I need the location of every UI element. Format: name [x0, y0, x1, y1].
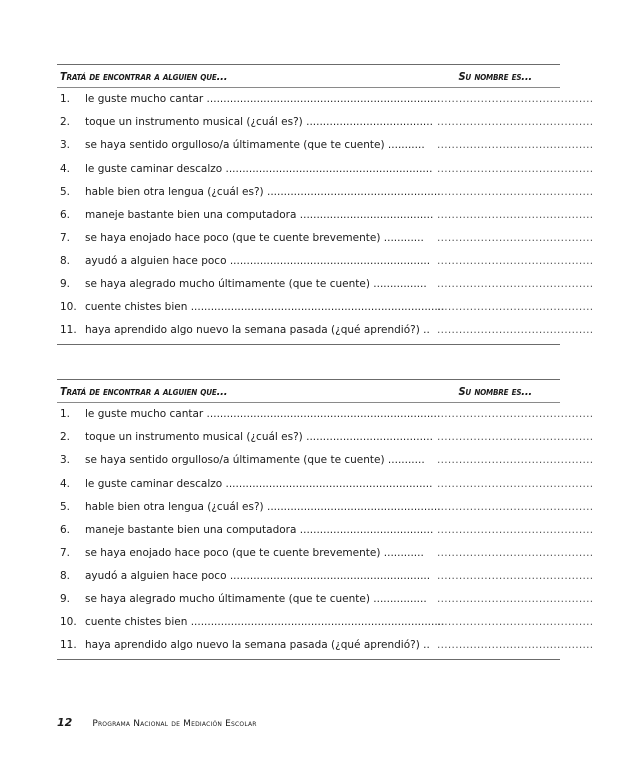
name-blank: ...........................................: [437, 301, 594, 314]
table-rows: [57, 88, 594, 342]
item-number: 6.: [60, 523, 71, 536]
table-row: [57, 180, 594, 203]
item-number: 1.: [60, 93, 71, 106]
item-prompt: se haya sentido orgulloso/a últimamente (que te cuente) ...........: [85, 454, 425, 467]
table-row: [57, 273, 594, 296]
item-prompt: haya aprendido algo nuevo la semana pasada (¿qué aprendió?) ..: [85, 639, 430, 652]
table-row: [57, 565, 594, 588]
table-bottom-rule: [57, 659, 560, 660]
table-row: [57, 403, 594, 426]
table-row: [57, 449, 594, 472]
table-row: [57, 319, 594, 342]
activity-table-2: [57, 379, 594, 660]
item-prompt: se haya alegrado mucho últimamente (que te cuente) ................: [85, 278, 427, 291]
table-row: [57, 134, 594, 157]
item-prompt: maneje bastante bien una computadora ........................................: [85, 208, 434, 221]
item-number: 5.: [60, 185, 71, 198]
item-number: 10.: [60, 301, 77, 314]
item-number: 2.: [60, 431, 71, 444]
table-bottom-rule: [57, 344, 560, 345]
item-prompt: hable bien otra lengua (¿cuál es?) ....................................................: [85, 500, 441, 513]
name-blank: ...........................................: [437, 185, 594, 198]
name-blank: ...........................................: [437, 454, 594, 467]
table-row: [57, 634, 594, 657]
item-number: 11.: [60, 639, 77, 652]
table-row: [57, 88, 594, 111]
item-prompt: le guste mucho cantar ......................................................................: [85, 408, 441, 421]
item-prompt: se haya enojado hace poco (que te cuente brevemente) ............: [85, 546, 424, 559]
name-blank: ...........................................: [437, 93, 594, 106]
page-footer: [57, 716, 257, 729]
item-number: 7.: [60, 231, 71, 244]
item-number: 5.: [60, 500, 71, 513]
name-blank: ...........................................: [437, 278, 594, 291]
table-header: [57, 380, 560, 402]
table-row: [57, 227, 594, 250]
item-number: 6.: [60, 208, 71, 221]
name-blank: ...........................................: [437, 523, 594, 536]
item-prompt: cuente chistes bien ............................................................................: [85, 616, 445, 629]
activity-table-1: [57, 64, 594, 345]
page-number: 12: [57, 716, 73, 729]
item-number: 4.: [60, 477, 71, 490]
table-row: [57, 296, 594, 319]
item-prompt: se haya alegrado mucho últimamente (que te cuente) ................: [85, 593, 427, 606]
table-row: [57, 588, 594, 611]
publication-title: Programa Nacional de Mediación Escolar: [92, 719, 257, 729]
header-prompt: Tratá de encontrar a alguien que...: [60, 384, 228, 398]
name-blank: ...........................................: [437, 231, 594, 244]
name-blank: ...........................................: [437, 639, 594, 652]
item-number: 11.: [60, 324, 77, 337]
item-number: 9.: [60, 593, 71, 606]
name-blank: ...........................................: [437, 116, 594, 129]
item-prompt: ayudó a alguien hace poco ............................................................: [85, 254, 431, 267]
item-prompt: se haya enojado hace poco (que te cuente brevemente) ............: [85, 231, 424, 244]
header-name-column: Su nombre es...: [458, 384, 532, 398]
item-number: 3.: [60, 454, 71, 467]
name-blank: ...........................................: [437, 139, 594, 152]
name-blank: ...........................................: [437, 500, 594, 513]
name-blank: ...........................................: [437, 546, 594, 559]
item-number: 8.: [60, 569, 71, 582]
name-blank: ...........................................: [437, 431, 594, 444]
item-number: 2.: [60, 116, 71, 129]
name-blank: ...........................................: [437, 569, 594, 582]
item-prompt: se haya sentido orgulloso/a últimamente (que te cuente) ...........: [85, 139, 425, 152]
table-row: [57, 472, 594, 495]
name-blank: ...........................................: [437, 408, 594, 421]
table-rows: [57, 403, 594, 657]
name-blank: ...........................................: [437, 477, 594, 490]
item-number: 10.: [60, 616, 77, 629]
item-number: 8.: [60, 254, 71, 267]
name-blank: ...........................................: [437, 324, 594, 337]
header-prompt: Tratá de encontrar a alguien que...: [60, 69, 228, 83]
item-number: 3.: [60, 139, 71, 152]
header-name-column: Su nombre es...: [458, 69, 532, 83]
item-prompt: cuente chistes bien ............................................................................: [85, 301, 445, 314]
table-row: [57, 250, 594, 273]
item-number: 7.: [60, 546, 71, 559]
table-row: [57, 426, 594, 449]
name-blank: ...........................................: [437, 593, 594, 606]
name-blank: ...........................................: [437, 616, 594, 629]
item-prompt: le guste mucho cantar ......................................................................: [85, 93, 441, 106]
item-prompt: toque un instrumento musical (¿cuál es?) ......................................: [85, 116, 433, 129]
item-prompt: le guste caminar descalzo ..............................................................: [85, 477, 433, 490]
table-row: [57, 203, 594, 226]
table-row: [57, 611, 594, 634]
table-row: [57, 542, 594, 565]
name-blank: ...........................................: [437, 254, 594, 267]
item-number: 1.: [60, 408, 71, 421]
table-row: [57, 111, 594, 134]
item-prompt: maneje bastante bien una computadora ........................................: [85, 523, 434, 536]
item-prompt: le guste caminar descalzo ..............................................................: [85, 162, 433, 175]
table-row: [57, 518, 594, 541]
item-prompt: ayudó a alguien hace poco ............................................................: [85, 569, 431, 582]
item-prompt: hable bien otra lengua (¿cuál es?) ....................................................: [85, 185, 441, 198]
table-row: [57, 495, 594, 518]
item-number: 4.: [60, 162, 71, 175]
item-number: 9.: [60, 278, 71, 291]
name-blank: ...........................................: [437, 208, 594, 221]
name-blank: ...........................................: [437, 162, 594, 175]
item-prompt: toque un instrumento musical (¿cuál es?) ......................................: [85, 431, 433, 444]
item-prompt: haya aprendido algo nuevo la semana pasada (¿qué aprendió?) ..: [85, 324, 430, 337]
table-header: [57, 65, 560, 87]
table-row: [57, 157, 594, 180]
